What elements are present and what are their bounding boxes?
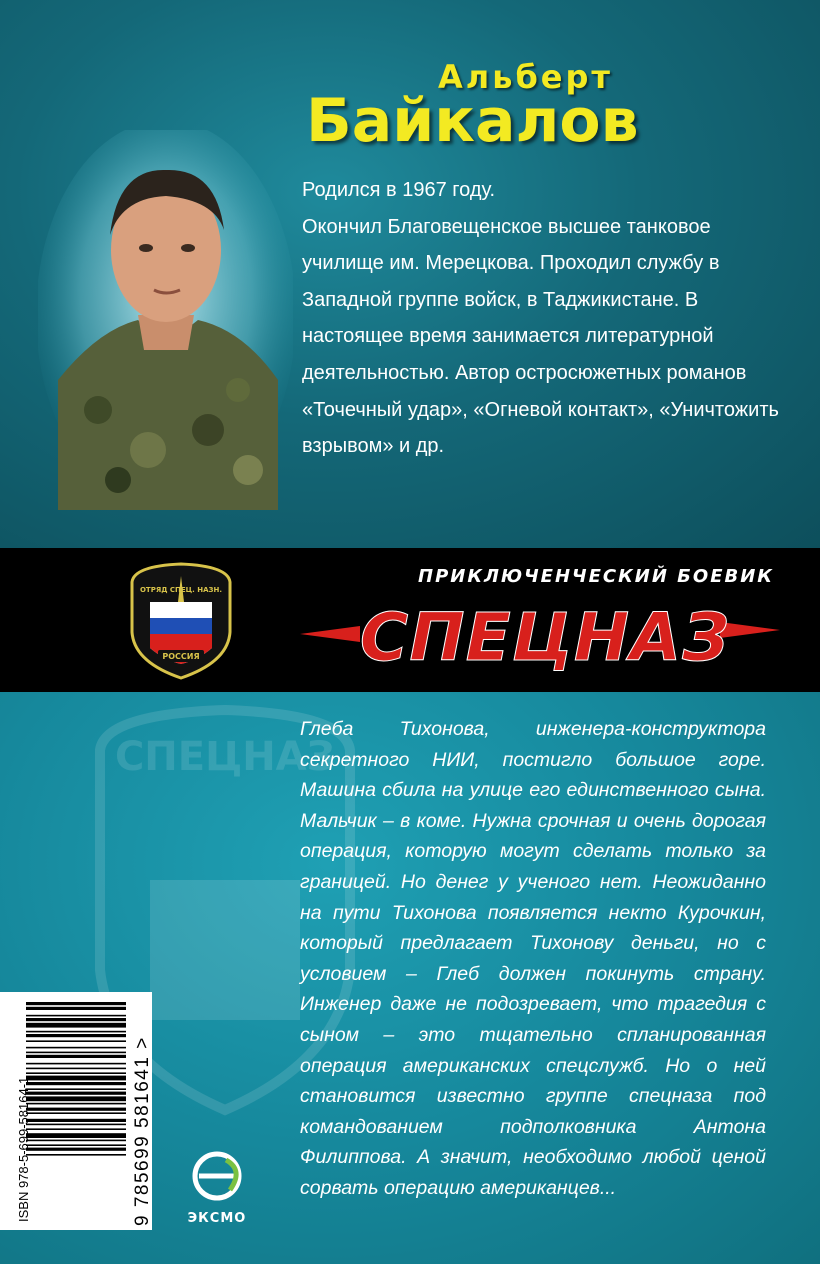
barcode-bar	[26, 1092, 126, 1095]
barcode-bar	[26, 1002, 126, 1005]
author-last-name: Байкалов	[306, 86, 639, 156]
barcode-bar	[26, 1040, 126, 1042]
barcode-bar	[26, 1096, 126, 1101]
series-genre: ПРИКЛЮЧЕНЧЕСКИЙ БОЕВИК	[418, 566, 774, 587]
eksmo-logo-icon	[186, 1150, 248, 1202]
barcode-bar	[26, 1072, 126, 1074]
barcode-bar	[26, 1052, 126, 1054]
book-annotation: Глеба Тихонова, инженера-конструктора секретного НИИ, постигло большое горе. Машина сбила на улице его единственного сына. Мальчик – в коме. Нужна срочная и очень дорогая операция, которую могут сделать только за границей. Но денег у ученого нет. Неожиданно на пути Тихонова появляется некто Курочкин, который предлагает Тихонову деньги, но с условием – Глеб должен покинуть страну. Инженер даже не подозревает, что трагедия с сыном – это тщательно спланированная операция американских спецслужб. Но о ней становится известно группе спецназа под командованием подполковника Антона Филиппова. А значит, необходимо любой ценой сорвать операцию американцев...	[300, 718, 766, 1199]
barcode-bar	[26, 1015, 126, 1017]
badge-bottom-text: РОССИЯ	[162, 652, 200, 661]
barcode-bar	[26, 1119, 126, 1122]
special-forces-badge	[128, 562, 234, 680]
barcode-bar	[26, 1068, 126, 1070]
publisher-name: ЭКСМО	[187, 1211, 247, 1226]
barcode-bar	[26, 1076, 126, 1081]
watermark-text: СПЕЦНАЗ	[114, 734, 336, 780]
barcode-bar	[26, 1088, 126, 1090]
barcode-bar	[26, 1055, 126, 1058]
barcode-number: 9 785699 581641 >	[132, 1036, 153, 1226]
barcode-bar	[26, 1124, 126, 1126]
author-photo	[38, 130, 293, 520]
barcode-bar	[26, 1140, 126, 1142]
barcode-bar	[26, 1103, 126, 1105]
barcode-bar	[26, 1018, 126, 1021]
isbn-text: ISBN 978-5-699-58164-1	[16, 1076, 31, 1222]
badge-arc-text: ОТРЯД СПЕЦ. НАЗН.	[139, 586, 223, 594]
barcode-bar	[26, 1023, 126, 1028]
barcode-bar	[26, 1007, 126, 1010]
bio-paragraph: Окончил Благовещенское высшее танковое училище им. Мерецкова. Проходил службу в Западной группе войск, в Таджикистане. В настоящее время занимается литературной деятельностью. Автор остросюжетных романов «Точечный удар», «Огневой контакт», «Уничтожить взрывом» и др.	[302, 215, 779, 458]
barcode-bar	[26, 1063, 126, 1065]
barcode-bar	[26, 1082, 126, 1085]
barcode-bar	[26, 1047, 126, 1049]
bio-paragraph: Родился в 1967 году.	[302, 179, 496, 201]
barcode-bar	[26, 1031, 126, 1033]
barcode-bar	[26, 1148, 126, 1151]
barcode-bar	[26, 1154, 126, 1156]
barcode-bar	[26, 1128, 126, 1130]
barcode-bar	[26, 1034, 126, 1037]
author-first-name: Альберт	[438, 58, 613, 96]
barcode-bar	[26, 1144, 126, 1146]
series-logo	[300, 590, 780, 680]
barcode-bar	[26, 1112, 126, 1114]
barcode-bar	[26, 1108, 126, 1111]
barcode-bar	[26, 1133, 126, 1138]
series-title: СПЕЦНАЗ	[359, 599, 731, 676]
author-bio	[302, 172, 782, 465]
